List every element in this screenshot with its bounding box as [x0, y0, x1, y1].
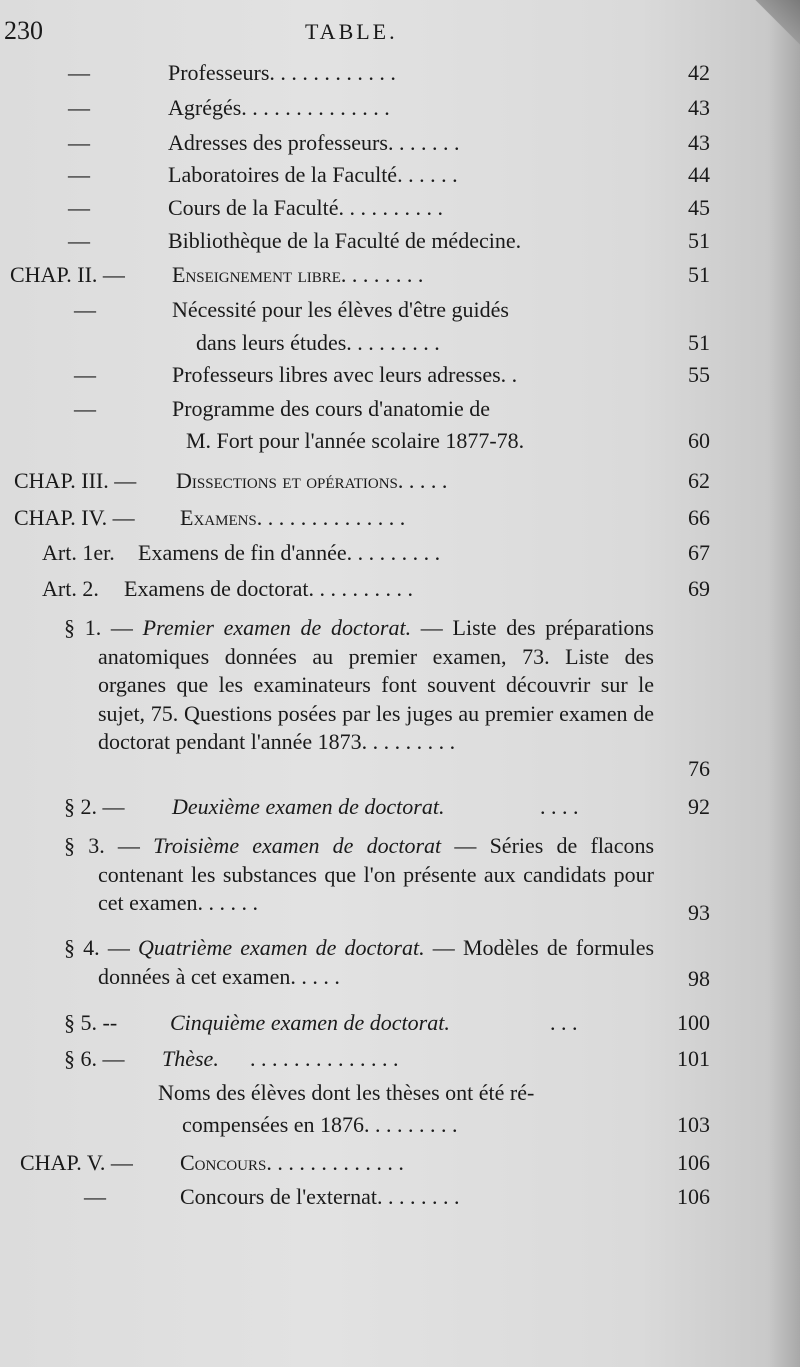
- entry-page: 67: [688, 540, 710, 565]
- section-number: § 1. —: [64, 615, 133, 640]
- chapter-prefix: CHAP. IV. —: [14, 505, 135, 530]
- section-number: § 4. —: [64, 935, 130, 960]
- toc-chapter: [0, 505, 800, 541]
- toc-entry: [0, 1080, 800, 1116]
- section-text: . . . .: [540, 794, 579, 819]
- entry-page: 44: [688, 162, 710, 187]
- section-entry: [0, 1010, 800, 1046]
- toc-entry: [0, 130, 800, 166]
- entry-page: 51: [688, 330, 710, 355]
- entry-prefix: —: [68, 60, 90, 85]
- section-entry: [64, 614, 654, 757]
- entry-prefix: —: [68, 228, 90, 253]
- entry-prefix: —: [68, 130, 90, 155]
- article-prefix: Art. 2.: [42, 576, 99, 601]
- toc-entry: [0, 297, 800, 333]
- toc-entry: [0, 362, 800, 398]
- entry-page: 106: [677, 1184, 710, 1209]
- section-number: § 2. —: [64, 794, 125, 819]
- toc-entry: [0, 95, 800, 131]
- section-page-row: [0, 756, 800, 792]
- article-text: Examens de doctorat. . . . . . . . . .: [124, 576, 413, 601]
- entry-text: Noms des élèves dont les thèses ont été ré-: [158, 1080, 535, 1105]
- toc-entry: [0, 1112, 800, 1148]
- entry-page: 55: [688, 362, 710, 387]
- entry-page: 66: [688, 505, 710, 530]
- entry-text: Nécessité pour les élèves d'être guidés: [172, 297, 509, 322]
- entry-page: 103: [677, 1112, 710, 1137]
- toc-entry: [0, 396, 800, 432]
- entry-page: 93: [688, 900, 710, 925]
- chapter-prefix: CHAP. II. —: [10, 262, 125, 287]
- section-title: Quatrième examen de doctorat.: [138, 935, 425, 960]
- toc-article: [0, 540, 800, 576]
- toc-entry: [0, 195, 800, 231]
- section-number: § 3. —: [64, 833, 140, 858]
- entry-text: Bibliothèque de la Faculté de médecine.: [168, 228, 522, 253]
- chapter-title: Examens. . . . . . . . . . . . . .: [180, 505, 406, 530]
- entry-page: 51: [688, 262, 710, 287]
- entry-text: Cours de la Faculté. . . . . . . . . .: [168, 195, 443, 220]
- entry-text: Professeurs. . . . . . . . . . . .: [168, 60, 396, 85]
- running-title: TABLE.: [305, 19, 398, 44]
- entry-text: compensées en 1876. . . . . . . . .: [182, 1112, 458, 1137]
- toc-entry: [0, 162, 800, 198]
- section-entry: [0, 1046, 800, 1082]
- section-title: Troisième examen de doctorat: [153, 833, 442, 858]
- section-title: Thèse.: [162, 1046, 219, 1071]
- entry-text: Professeurs libres avec leurs adresses. .: [172, 362, 518, 387]
- section-page-row: [0, 966, 800, 1002]
- entry-page: 45: [688, 195, 710, 220]
- section-text: — Modèles de formules données à cet examen. . . . .: [98, 935, 655, 989]
- toc-chapter: [0, 1150, 800, 1186]
- page-number: 230: [4, 16, 43, 45]
- entry-text: Concours de l'externat. . . . . . . .: [180, 1184, 460, 1209]
- toc-chapter: [0, 262, 800, 298]
- entry-page: 98: [688, 966, 710, 991]
- chapter-title: Concours. . . . . . . . . . . . .: [180, 1150, 404, 1175]
- section-text: — Séries de flacons contenant les substances que l'on présente aux candidats pour cet examen. . . . . .: [98, 833, 655, 915]
- entry-text: Laboratoires de la Faculté. . . . . .: [168, 162, 458, 187]
- chapter-title: Dissections et opérations. . . . .: [176, 468, 448, 493]
- entry-page: 43: [688, 130, 710, 155]
- article-text: Examens de fin d'année. . . . . . . . .: [138, 540, 441, 565]
- entry-page: 92: [688, 794, 710, 819]
- section-entry: [0, 794, 800, 830]
- article-prefix: Art. 1er.: [42, 540, 115, 565]
- toc-entry: [0, 1184, 800, 1220]
- chapter-title: Enseignement libre. . . . . . . .: [172, 262, 424, 287]
- toc-entry: [0, 330, 800, 366]
- entry-prefix: —: [74, 362, 96, 387]
- entry-prefix: —: [74, 297, 96, 322]
- entry-text: Programme des cours d'anatomie de: [172, 396, 490, 421]
- toc-entry: [0, 60, 800, 96]
- entry-page: 101: [677, 1046, 710, 1071]
- toc-article: [0, 576, 800, 612]
- section-number: § 6. —: [64, 1046, 125, 1071]
- folded-corner: [740, 0, 800, 50]
- entry-page: 76: [688, 756, 710, 781]
- entry-text: Adresses des professeurs. . . . . . .: [168, 130, 460, 155]
- section-text: — Liste des préparations anatomiques données au premier examen, 73. Liste des organes que les examinateurs font souvent découvrir sur le sujet, 75. Questions posées par les juges au premier examen de doctorat pendant l'année 1873. . . . . . . . .: [98, 615, 654, 754]
- chapter-prefix: CHAP. V. —: [20, 1150, 133, 1175]
- section-text: . . . . . . . . . . . . . .: [250, 1046, 399, 1071]
- toc-chapter: [0, 468, 800, 504]
- section-text: . . .: [550, 1010, 578, 1035]
- entry-prefix: —: [68, 162, 90, 187]
- toc-entry: [0, 228, 800, 264]
- section-title: Cinquième examen de doctorat.: [170, 1010, 450, 1035]
- entry-text: M. Fort pour l'année scolaire 1877-78.: [186, 428, 525, 453]
- entry-prefix: —: [68, 195, 90, 220]
- entry-page: 51: [688, 228, 710, 253]
- section-title: Premier examen de doctorat.: [142, 615, 412, 640]
- entry-page: 43: [688, 95, 710, 120]
- chapter-prefix: CHAP. III. —: [14, 468, 137, 493]
- section-number: § 5. --: [64, 1010, 118, 1035]
- entry-prefix: —: [84, 1184, 106, 1209]
- entry-page: 62: [688, 468, 710, 493]
- entry-page: 106: [677, 1150, 710, 1175]
- entry-prefix: —: [74, 396, 96, 421]
- entry-page: 60: [688, 428, 710, 453]
- section-title: Deuxième examen de doctorat.: [172, 794, 445, 819]
- section-page-row: [0, 900, 800, 936]
- entry-text: Agrégés. . . . . . . . . . . . . .: [168, 95, 390, 120]
- entry-text: dans leurs études. . . . . . . . .: [196, 330, 440, 355]
- entry-page: 69: [688, 576, 710, 601]
- entry-page: 42: [688, 60, 710, 85]
- toc-entry: [0, 428, 800, 464]
- entry-page: 100: [677, 1010, 710, 1035]
- entry-prefix: —: [68, 95, 90, 120]
